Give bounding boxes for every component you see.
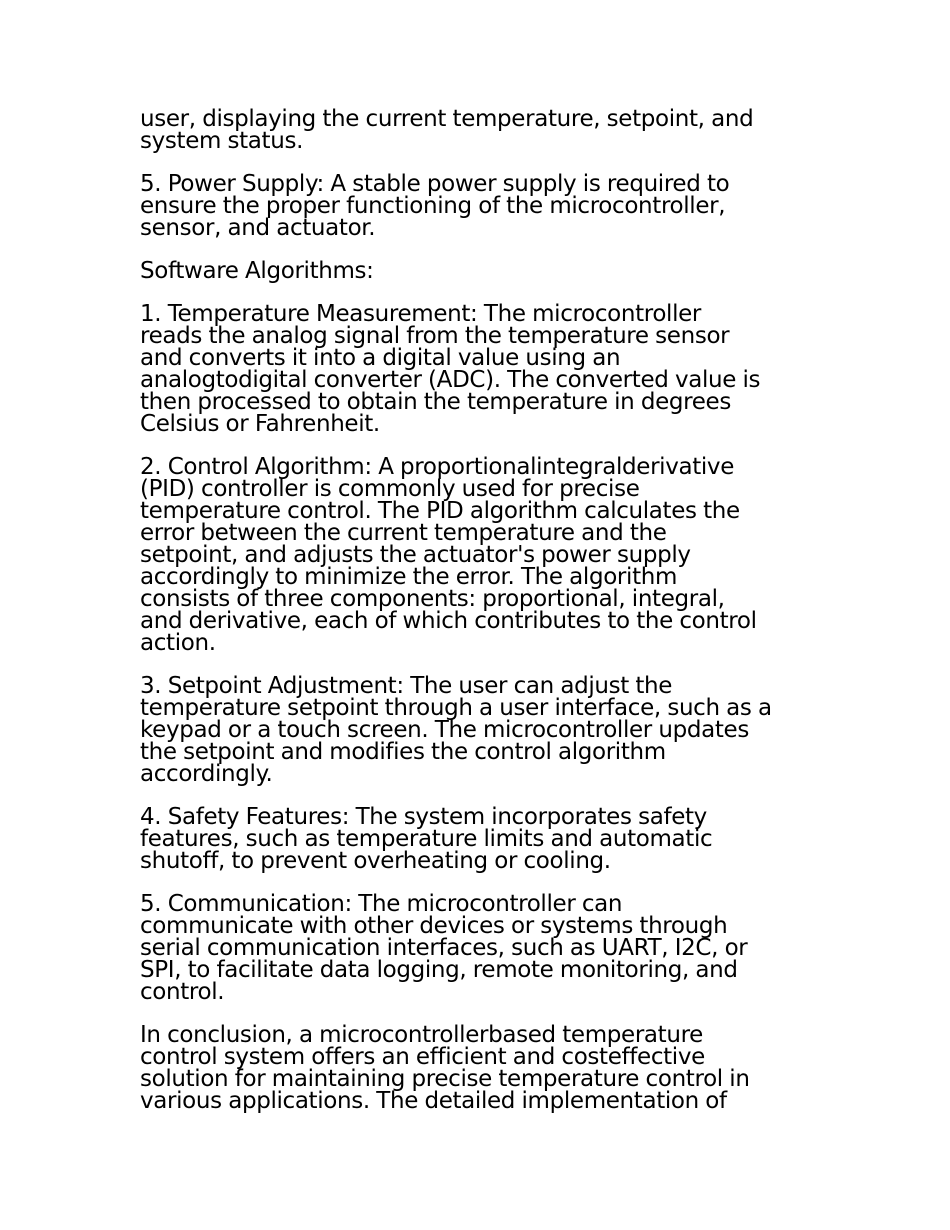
document-body (140, 108, 820, 1133)
text-line: (PID) controller is commonly used for precise (140, 476, 640, 502)
text-line: SPI, to facilitate data logging, remote monitoring, and (140, 957, 738, 983)
text-line: Celsius or Fahrenheit. (140, 411, 380, 437)
text-line: serial communication interfaces, such as UART, I2C, or (140, 935, 748, 961)
text-line: temperature setpoint through a user interface, such as a (140, 695, 772, 721)
text-line: system status. (140, 128, 304, 154)
heading-text: Software Algorithms: (140, 258, 374, 284)
text-line: and derivative, each of which contributes to the control (140, 608, 757, 634)
text-line: accordingly to minimize the error. The algorithm (140, 564, 678, 590)
text-line: features, such as temperature limits and automatic (140, 826, 713, 852)
text-line: sensor, and actuator. (140, 215, 376, 241)
text-line: then processed to obtain the temperature in degrees (140, 389, 731, 415)
text-line: 3. Setpoint Adjustment: The user can adjust the (140, 673, 673, 699)
text-line: temperature control. The PID algorithm calculates the (140, 498, 740, 524)
text-line: consists of three components: proportional, integral, (140, 586, 725, 612)
paragraph-setpoint-adjustment (140, 675, 820, 785)
text-line: user, displaying the current temperature, setpoint, and (140, 106, 754, 132)
text-line: action. (140, 630, 216, 656)
text-line: 1. Temperature Measurement: The microcontroller (140, 301, 702, 327)
text-line: solution for maintaining precise temperature control in (140, 1066, 750, 1092)
text-line: communicate with other devices or systems through (140, 913, 728, 939)
text-line: 5. Power Supply: A stable power supply is required to (140, 171, 730, 197)
text-line: control. (140, 979, 225, 1005)
paragraph-temperature-measurement (140, 303, 820, 435)
text-line: error between the current temperature and the (140, 520, 667, 546)
paragraph-power-supply (140, 173, 820, 239)
text-line: 2. Control Algorithm: A proportionalintegralderivative (140, 454, 734, 480)
section-heading-software-algorithms (140, 260, 820, 282)
text-line: analogtodigital converter (ADC). The converted value is (140, 367, 761, 393)
paragraph-safety-features (140, 806, 820, 872)
text-line: control system offers an efficient and costeffective (140, 1044, 705, 1070)
text-line: setpoint, and adjusts the actuator's power supply (140, 542, 691, 568)
text-line: 4. Safety Features: The system incorporates safety (140, 804, 707, 830)
text-line: and converts it into a digital value using an (140, 345, 621, 371)
text-line: 5. Communication: The microcontroller can (140, 891, 623, 917)
paragraph-control-algorithm (140, 456, 820, 654)
text-line: accordingly. (140, 761, 273, 787)
text-line: ensure the proper functioning of the microcontroller, (140, 193, 726, 219)
paragraph-communication (140, 893, 820, 1003)
text-line: the setpoint and modifies the control algorithm (140, 739, 666, 765)
paragraph-intro-continuation (140, 108, 820, 152)
text-line: shutoff, to prevent overheating or cooling. (140, 848, 611, 874)
text-line: reads the analog signal from the temperature sensor (140, 323, 730, 349)
text-line: keypad or a touch screen. The microcontroller updates (140, 717, 749, 743)
text-line: various applications. The detailed implementation of (140, 1088, 727, 1114)
paragraph-conclusion (140, 1024, 820, 1112)
text-line: In conclusion, a microcontrollerbased temperature (140, 1022, 703, 1048)
